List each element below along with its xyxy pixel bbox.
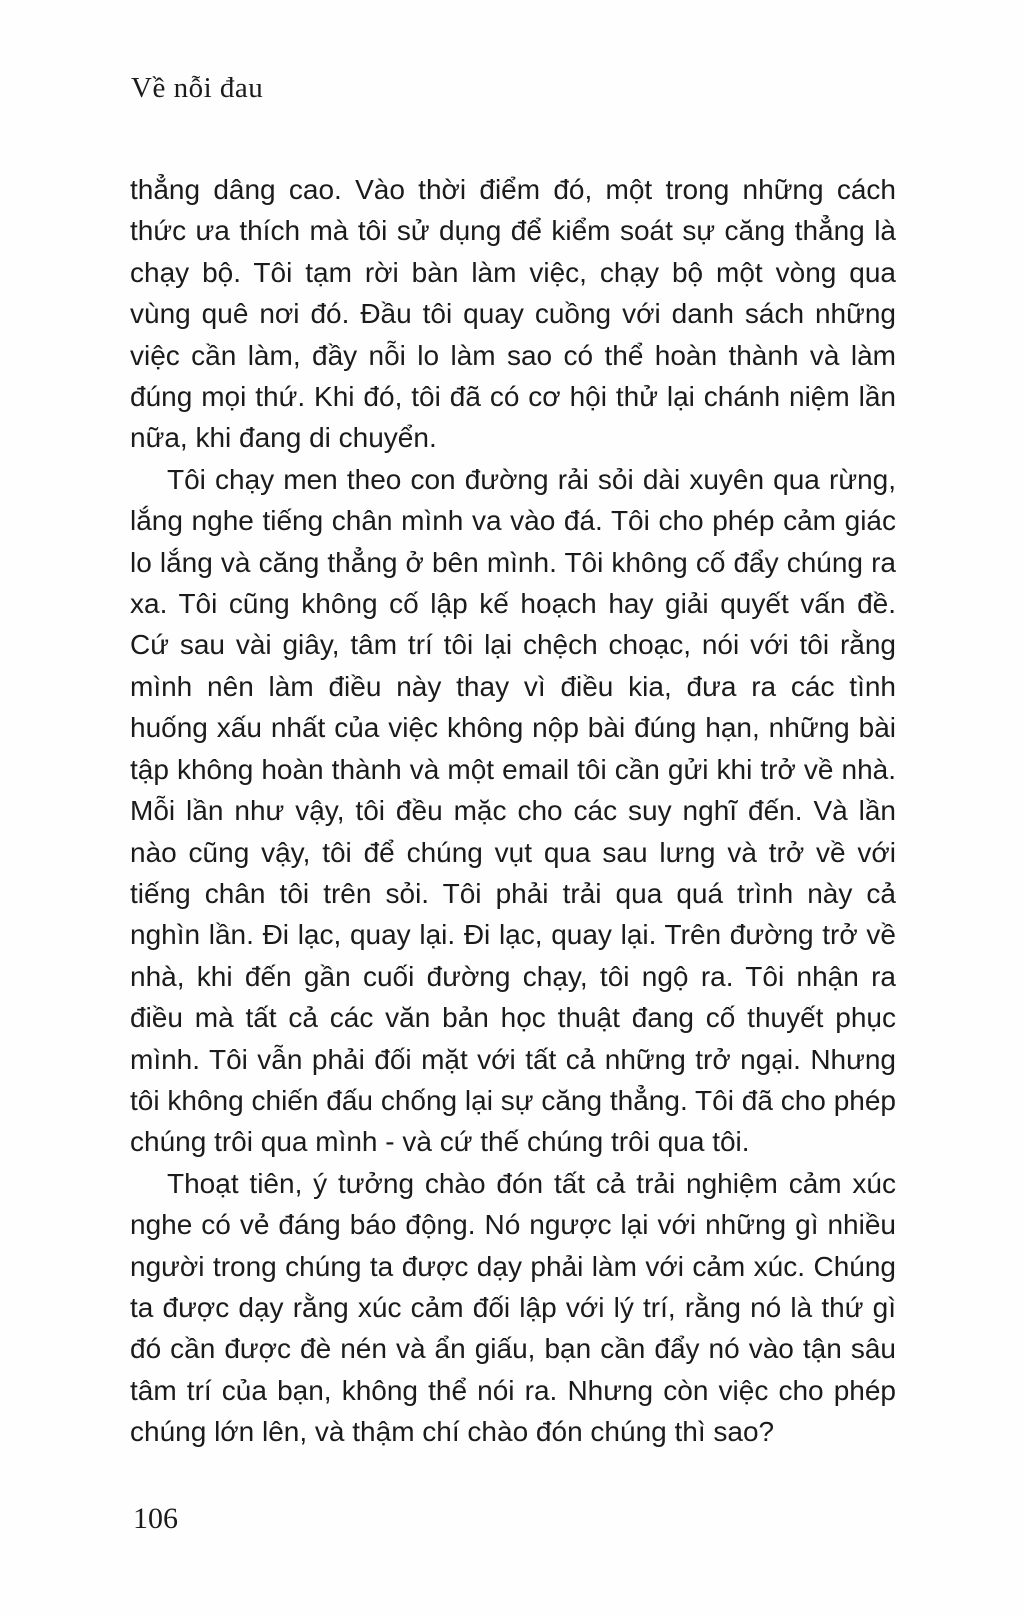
paragraph-2: Tôi chạy men theo con đường rải sỏi dài xuyên qua rừng, lắng nghe tiếng chân mình va vào đá. Tôi cho phép cảm giác lo lắng và căng thẳng ở bên mình. Tôi không cố đẩy chúng ra xa. Tôi cũng không cố lập kế hoạch hay giải quyết vấn đề. Cứ sau vài giây, tâm trí tôi lại chệch choạc, nói với tôi rằng mình nên làm điều này thay vì điều kia, đưa ra các tình huống xấu nhất của việc không nộp bài đúng hạn, những bài tập không hoàn thành và một email tôi cần gửi khi trở về nhà. Mỗi lần như vậy, tôi đều mặc cho các suy nghĩ đến. Và lần nào cũng vậy, tôi để chúng vụt qua sau lưng và trở về với tiếng chân tôi trên sỏi. Tôi phải trải qua quá trình này cả nghìn lần. Đi lạc, quay lại. Đi lạc, quay lại. Trên đường trở về nhà, khi đến gần cuối đường chạy, tôi ngộ ra. Tôi nhận ra điều mà tất cả các văn bản học thuật đang cố thuyết phục mình. Tôi vẫn phải đối mặt với tất cả những trở ngại. Nhưng tôi không chiến đấu chống lại sự căng thẳng. Tôi đã cho phép chúng trôi qua mình - và cứ thế chúng trôi qua tôi. [130, 463, 896, 1158]
body-text [130, 169, 896, 1453]
running-header: Về nỗi đau [131, 72, 264, 104]
paragraph-1: thẳng dâng cao. Vào thời điểm đó, một trong những cách thức ưa thích mà tôi sử dụng để kiểm soát sự căng thẳng là chạy bộ. Tôi tạm rời bàn làm việc, chạy bộ một vòng qua vùng quê nơi đó. Đầu tôi quay cuồng với danh sách những việc cần làm, đầy nỗi lo làm sao có thể hoàn thành và làm đúng mọi thứ. Khi đó, tôi đã có cơ hội thử lại chánh niệm lần nữa, khi đang di chuyển. [130, 174, 896, 454]
page-number: 106 [133, 1502, 178, 1535]
paragraph-3: Thoạt tiên, ý tưởng chào đón tất cả trải nghiệm cảm xúc nghe có vẻ đáng báo động. Nó ngược lại với những gì nhiều người trong chúng ta được dạy phải làm với cảm xúc. Chúng ta được dạy rằng xúc cảm đối lập với lý trí, rằng nó là thứ gì đó cần được đè nén và ẩn giấu, bạn cần đẩy nó vào tận sâu tâm trí của bạn, không thể nói ra. Nhưng còn việc cho phép chúng lớn lên, và thậm chí chào đón chúng thì sao? [130, 1167, 896, 1448]
